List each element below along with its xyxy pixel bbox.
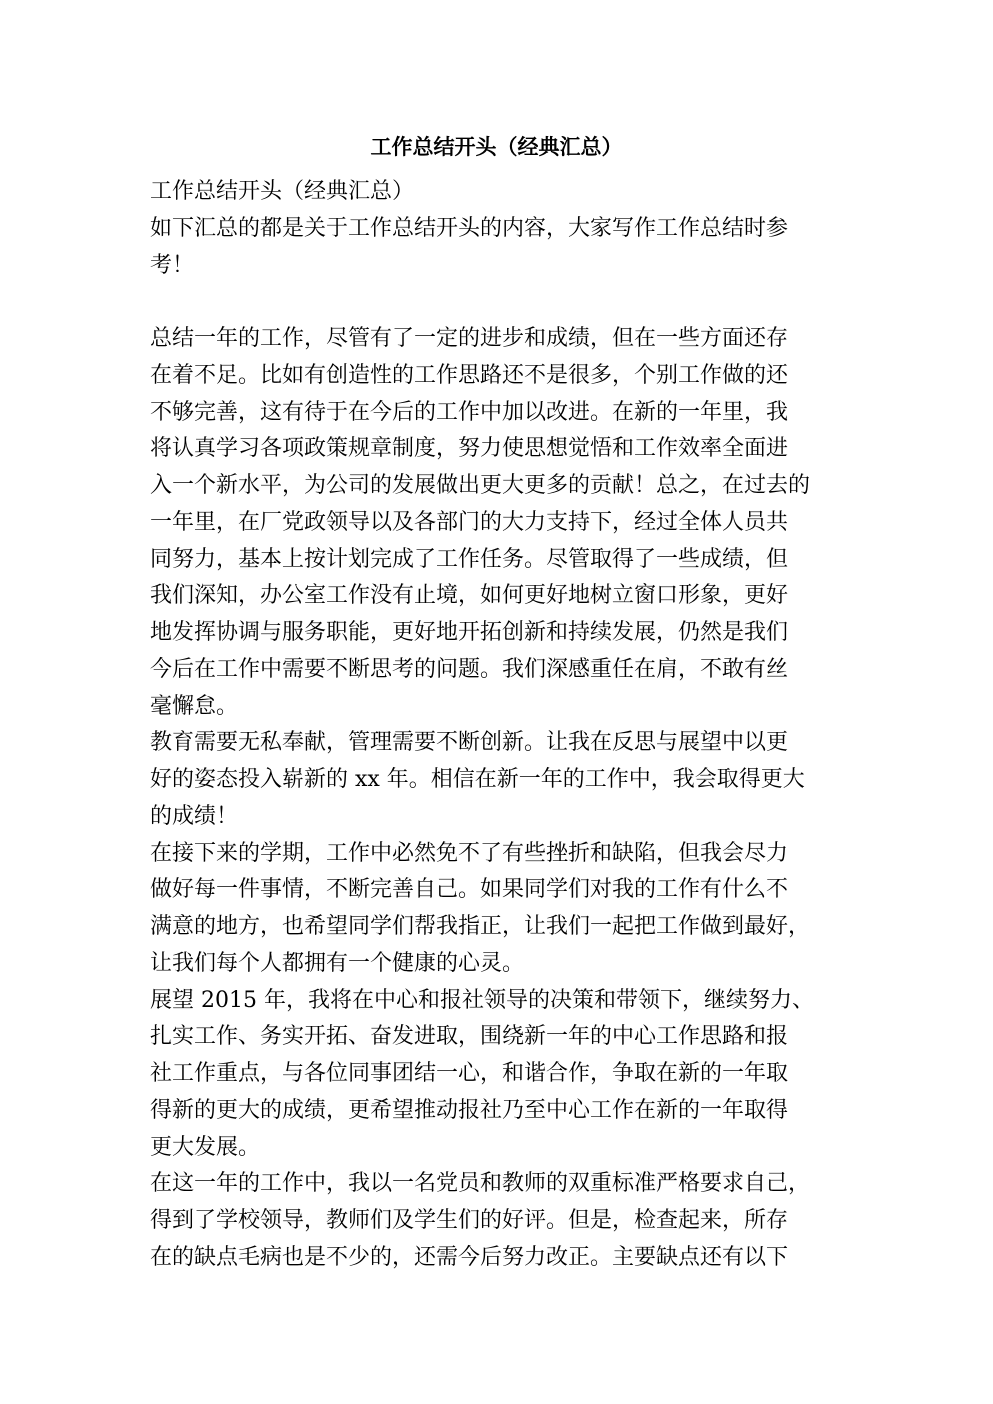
text-line: 好的姿态投入崭新的 xx 年。相信在新一年的工作中，我会取得更大 <box>150 767 805 792</box>
text-line: 入一个新水平，为公司的发展做出更大更多的贡献！总之，在过去的 <box>150 473 811 498</box>
text-line: 更大发展。 <box>150 1134 261 1160</box>
text-line: 今后在工作中需要不断思考的问题。我们深感重任在肩，不敢有丝 <box>150 656 789 682</box>
text-line: 得新的更大的成绩，更希望推动报社乃至中心工作在新的一年取得 <box>150 1097 789 1123</box>
text-line: 教育需要无私奉献，管理需要不断创新。让我在反思与展望中以更 <box>150 730 789 756</box>
text-line: 得到了学校领导，教师们及学生们的好评。但是，检查起来，所存 <box>150 1208 789 1233</box>
paragraph <box>150 836 850 983</box>
text-line: 展望 2015 年，我将在中心和报社领导的决策和带领下，继续努力、 <box>150 987 814 1013</box>
text-line: 让我们每个人都拥有一个健康的心灵。 <box>150 950 525 976</box>
paragraph <box>150 211 850 285</box>
document-body <box>150 174 850 1277</box>
paragraph <box>150 983 850 1167</box>
text-line: 考！ <box>150 252 195 278</box>
text-line: 总结一年的工作，尽管有了一定的进步和成绩，但在一些方面还存 <box>150 326 789 351</box>
paragraph <box>150 321 850 725</box>
text-line: 毫懈怠。 <box>150 693 239 719</box>
document-subtitle: 工作总结开头（经典汇总） <box>150 179 415 204</box>
text-line: 满意的地方，也希望同学们帮我指正，让我们一起把工作做到最好， <box>150 914 811 939</box>
text-line: 社工作重点，与各位同事团结一心，和谐合作，争取在新的一年取 <box>150 1061 789 1086</box>
text-line: 不够完善，这有待于在今后的工作中加以改进。在新的一年里，我 <box>150 399 789 425</box>
document-title: 工作总结开头（经典汇总） <box>370 134 623 159</box>
paragraph <box>150 725 850 835</box>
blank-line <box>150 284 850 321</box>
text-line: 在着不足。比如有创造性的工作思路还不是很多，个别工作做的还 <box>150 362 789 388</box>
text-line: 将认真学习各项政策规章制度，努力使思想觉悟和工作效率全面进 <box>150 436 789 462</box>
text-line: 在这一年的工作中，我以一名党员和教师的双重标准严格要求自己， <box>150 1171 811 1197</box>
text-line: 如下汇总的都是关于工作总结开头的内容，大家写作工作总结时参 <box>150 215 789 241</box>
text-line: 的成绩！ <box>150 803 239 829</box>
text-line: 扎实工作、务实开拓、奋发进取，围绕新一年的中心工作思路和报 <box>150 1024 789 1050</box>
text-line: 我们深知，办公室工作没有止境，如何更好地树立窗口形象，更好 <box>150 583 789 609</box>
paragraph <box>150 1166 850 1276</box>
text-line: 做好每一件事情，不断完善自己。如果同学们对我的工作有什么不 <box>150 877 789 903</box>
text-line: 一年里，在厂党政领导以及各部门的大力支持下，经过全体人员共 <box>150 509 789 535</box>
text-line: 同努力，基本上按计划完成了工作任务。尽管取得了一些成绩，但 <box>150 546 789 572</box>
text-line: 在接下来的学期，工作中必然免不了有些挫折和缺陷，但我会尽力 <box>150 840 789 866</box>
paragraphs <box>150 211 850 1277</box>
text-line: 在的缺点毛病也是不少的，还需今后努力改正。主要缺点还有以下 <box>150 1244 789 1270</box>
text-line: 地发挥协调与服务职能，更好地开拓创新和持续发展，仍然是我们 <box>150 620 789 645</box>
